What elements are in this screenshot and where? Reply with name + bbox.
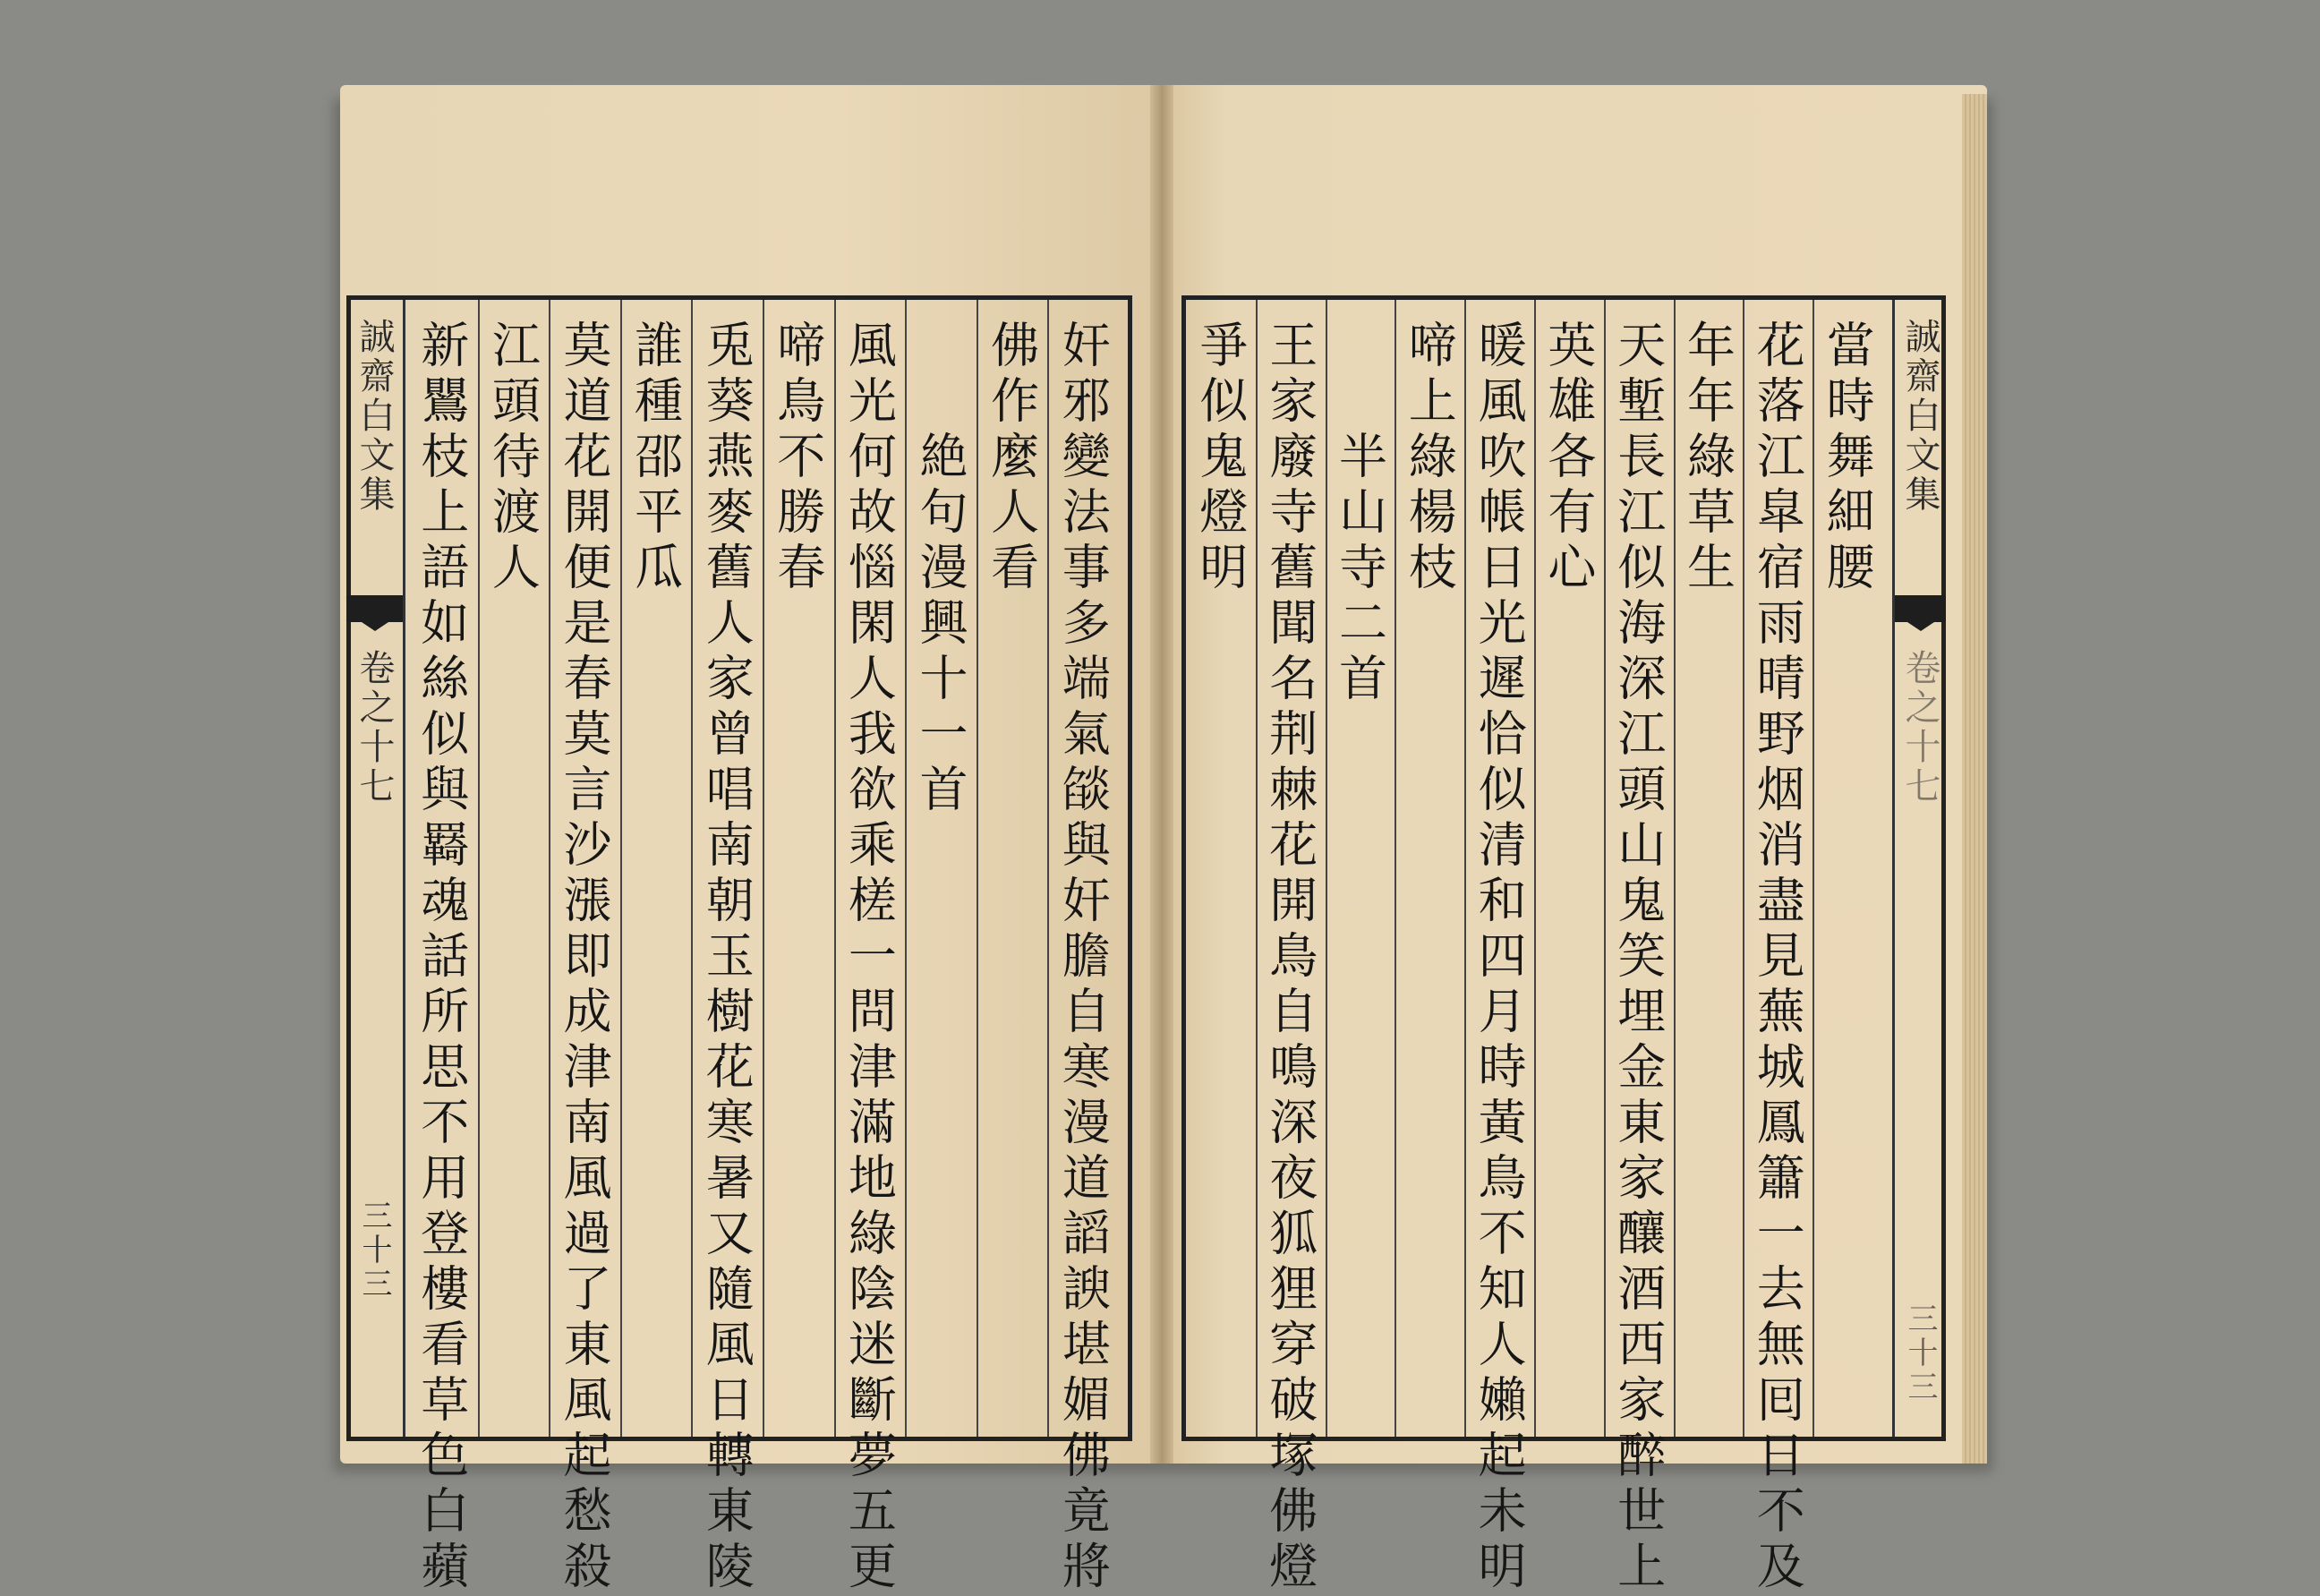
column-rule — [691, 300, 693, 1437]
right-banxin-title: 誠齋白文集 — [1899, 318, 1940, 515]
text-column: 誰種邵平瓜 — [627, 320, 684, 597]
text-column: 新鸎枝上語如絲似與羇魂話所思不用登樓看草色白蘋 — [413, 320, 470, 1596]
column-rule — [1534, 300, 1536, 1437]
column-rule — [1464, 300, 1466, 1437]
column-rule — [478, 300, 480, 1437]
text-column: 年年綠草生 — [1679, 320, 1736, 597]
column-rule — [1395, 300, 1396, 1437]
column-rule — [763, 300, 764, 1437]
text-column: 江頭待渡人 — [484, 320, 542, 597]
text-column: 風光何故惱閑人我欲乘槎一問津滿地綠陰迷斷夢五更 — [840, 320, 898, 1596]
column-rule — [1812, 300, 1814, 1437]
text-column: 啼鳥不勝春 — [769, 320, 826, 597]
column-rule — [1047, 300, 1049, 1437]
open-book — [340, 85, 1987, 1596]
right-banxin — [1892, 300, 1946, 1437]
text-column: 天塹長江似海深江頭山鬼笑埋金東家釀酒西家醉世上 — [1609, 320, 1667, 1596]
column-rule — [620, 300, 622, 1437]
page-edges — [1962, 94, 1987, 1464]
text-column: 暖風吹帳日光遲恰似清和四月時黃鳥不知人嬾起未明 — [1471, 320, 1528, 1596]
right-fishtail-mark — [1895, 595, 1946, 622]
text-column: 啼上綠楊枝 — [1401, 320, 1458, 597]
column-rule — [905, 300, 907, 1437]
column-rule — [977, 300, 978, 1437]
column-rule — [1743, 300, 1744, 1437]
text-column: 英雄各有心 — [1540, 320, 1597, 597]
left-banxin-juan: 卷之十七 — [354, 649, 395, 807]
right-text-frame — [1181, 295, 1946, 1596]
book-gutter — [1150, 85, 1173, 1464]
left-fishtail-mark — [346, 595, 403, 622]
column-rule — [1674, 300, 1676, 1437]
text-column: 花落江皐宿雨晴野烟消盡見蕪城鳳簫一去無囘日不及 — [1749, 320, 1806, 1596]
right-page — [1162, 85, 1987, 1596]
left-banxin-folio: 三十三 — [356, 1199, 392, 1302]
right-banxin-juan: 卷之十七 — [1899, 649, 1940, 807]
left-text-frame — [346, 295, 1132, 1596]
text-column: 爭似鬼燈明 — [1191, 320, 1249, 597]
text-column: 莫道花開便是春莫言沙漲即成津南風過了東風起愁殺 — [556, 320, 612, 1596]
text-column: 佛作麼人看 — [983, 320, 1040, 597]
column-rule — [549, 300, 550, 1437]
text-column: 當時舞細腰 — [1819, 320, 1876, 597]
column-rule — [1256, 300, 1258, 1437]
left-page — [340, 85, 1162, 1596]
column-rule — [834, 300, 836, 1437]
text-column: 王家廢寺舊聞名荆棘花開鳥自鳴深夜狐狸穿破塚佛燈 — [1261, 320, 1318, 1596]
text-column: 奸邪變法事多端氣燄與奸膽自寒漫道謟諛堪媚佛竟將 — [1054, 320, 1112, 1596]
column-rule — [1604, 300, 1606, 1437]
text-column: 絶句漫興十一首 — [912, 431, 968, 819]
column-rule — [1326, 300, 1327, 1437]
left-banxin-title: 誠齋白文集 — [354, 318, 395, 515]
right-banxin-folio: 三十三 — [1902, 1302, 1938, 1404]
text-column: 兎葵燕麥舊人家曾唱南朝玉樹花寒暑又隨風日轉東陵 — [698, 320, 755, 1596]
left-banxin — [346, 300, 405, 1437]
text-column: 半山寺二首 — [1331, 431, 1388, 708]
